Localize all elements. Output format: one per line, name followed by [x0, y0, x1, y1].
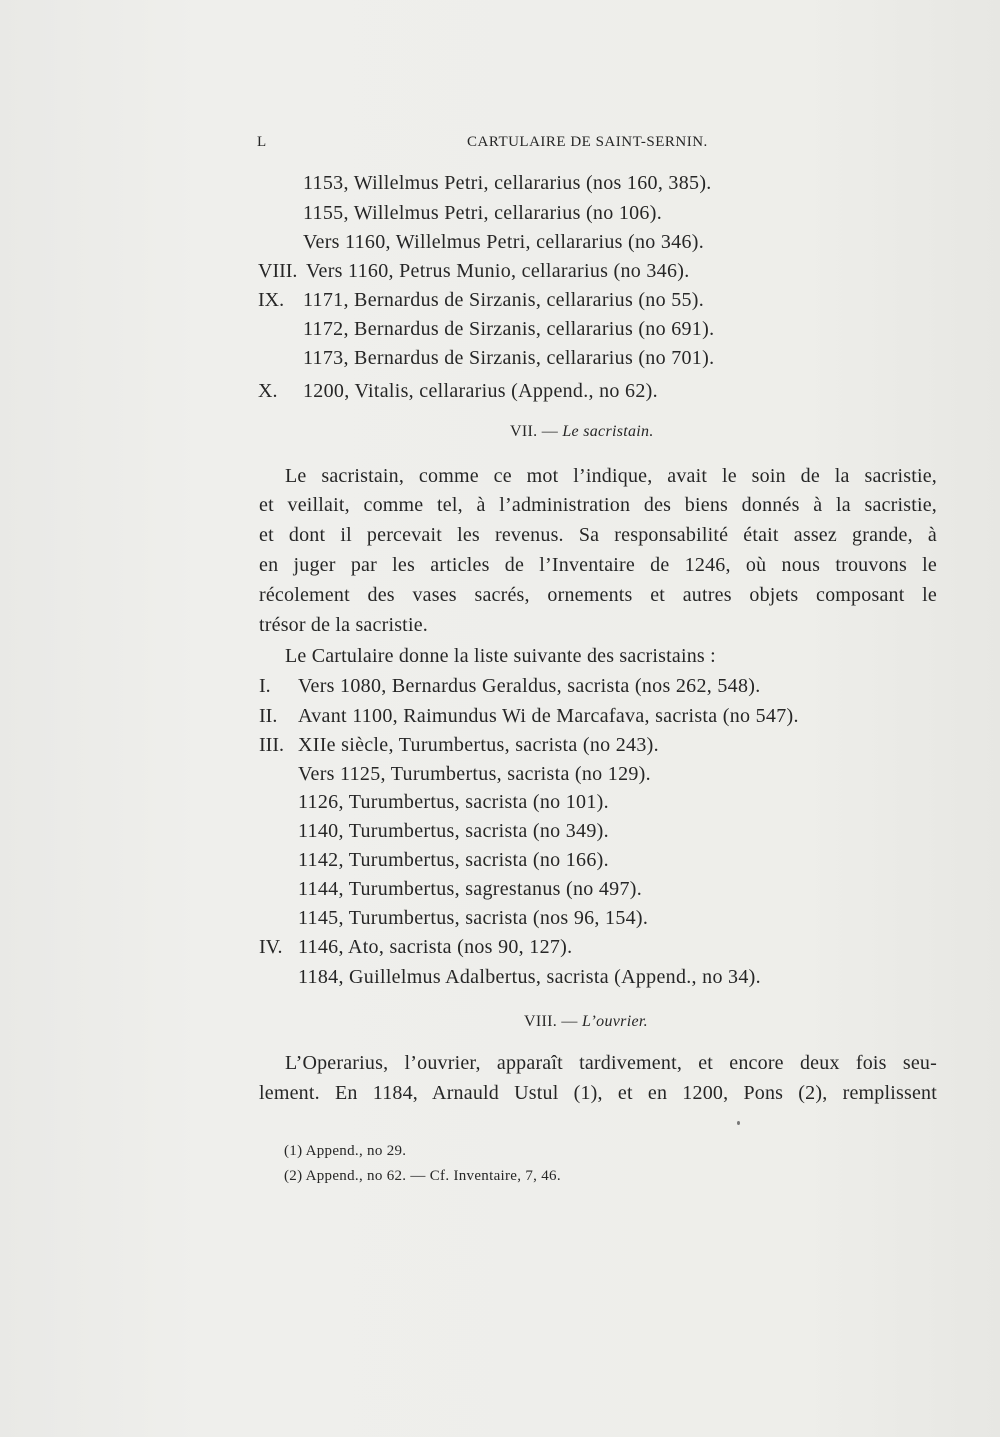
paragraph-line: en juger par les articles de l’Inventaire de 1246, où nous trouvons le: [259, 554, 937, 576]
list-item: 1142, Turumbertus, sacrista (no 166).: [298, 849, 609, 871]
list-item: 1145, Turumbertus, sacrista (nos 96, 154).: [298, 907, 649, 929]
footnote: (1) Append., no 29.: [284, 1143, 407, 1159]
paragraph-line: et veillait, comme tel, à l’administration des biens donnés à la sacristie,: [259, 494, 937, 516]
paragraph-line: trésor de la sacristie.: [259, 614, 428, 636]
list-item: 1144, Turumbertus, sagrestanus (no 497).: [298, 878, 643, 900]
list-item: 1171, Bernardus de Sirzanis, cellararius (no 55).: [303, 289, 705, 311]
paragraph-line: récolement des vases sacrés, ornements et autres objets composant le: [259, 584, 937, 606]
paragraph-line: lement. En 1184, Arnauld Ustul (1), et en 1200, Pons (2), remplissent: [259, 1082, 937, 1104]
list-item: 1200, Vitalis, cellararius (Append., no 62).: [303, 380, 658, 402]
paragraph-line: Le sacristain, comme ce mot l’indique, avait le soin de la sacristie,: [285, 465, 937, 487]
footnote: (2) Append., no 62. — Cf. Inventaire, 7, 46.: [284, 1168, 561, 1184]
list-item: 1184, Guillelmus Adalbertus, sacrista (Append., no 34).: [298, 966, 761, 988]
paragraph-line: L’Operarius, l’ouvrier, apparaît tardivement, et encore deux fois seu-: [285, 1052, 937, 1074]
list-numeral: III.: [259, 734, 284, 756]
section-numeral: VIII. —: [524, 1013, 578, 1030]
section-numeral: VII. —: [510, 423, 559, 440]
section-title: Le sacristain.: [562, 423, 654, 440]
list-item: Avant 1100, Raimundus Wi de Marcafava, sacrista (no 547).: [298, 705, 799, 727]
list-numeral: IX.: [258, 289, 285, 311]
list-item: Vers 1160, Petrus Munio, cellararius (no 346).: [306, 260, 690, 282]
paragraph-line: et dont il percevait les revenus. Sa responsabilité était assez grande, à: [259, 524, 937, 546]
list-item: XIIe siècle, Turumbertus, sacrista (no 243).: [298, 734, 659, 756]
list-numeral: VIII.: [258, 260, 298, 282]
running-title: CARTULAIRE DE SAINT-SERNIN.: [467, 134, 708, 150]
page-folio: L: [257, 134, 267, 150]
section-title: L’ouvrier.: [581, 1013, 648, 1030]
section-heading-vii: [510, 423, 654, 441]
list-item: 1146, Ato, sacrista (nos 90, 127).: [298, 936, 573, 958]
list-item: 1153, Willelmus Petri, cellararius (nos 160, 385).: [303, 172, 712, 194]
list-item: Vers 1160, Willelmus Petri, cellararius (no 346).: [303, 231, 705, 253]
list-intro: Le Cartulaire donne la liste suivante des sacristains :: [285, 645, 716, 667]
list-numeral: X.: [258, 380, 278, 402]
ink-speck: [737, 1121, 740, 1125]
list-item: 1140, Turumbertus, sacrista (no 349).: [298, 820, 609, 842]
list-numeral: II.: [259, 705, 278, 727]
section-heading-viii: [524, 1013, 648, 1031]
list-item: Vers 1125, Turumbertus, sacrista (no 129).: [298, 763, 651, 785]
list-item: Vers 1080, Bernardus Geraldus, sacrista (nos 262, 548).: [298, 675, 761, 697]
list-item: 1155, Willelmus Petri, cellararius (no 106).: [303, 202, 662, 224]
list-numeral: IV.: [259, 936, 283, 958]
list-numeral: I.: [259, 675, 271, 697]
list-item: 1172, Bernardus de Sirzanis, cellararius (no 691).: [303, 318, 715, 340]
list-item: 1173, Bernardus de Sirzanis, cellararius (no 701).: [303, 347, 715, 369]
list-item: 1126, Turumbertus, sacrista (no 101).: [298, 791, 609, 813]
